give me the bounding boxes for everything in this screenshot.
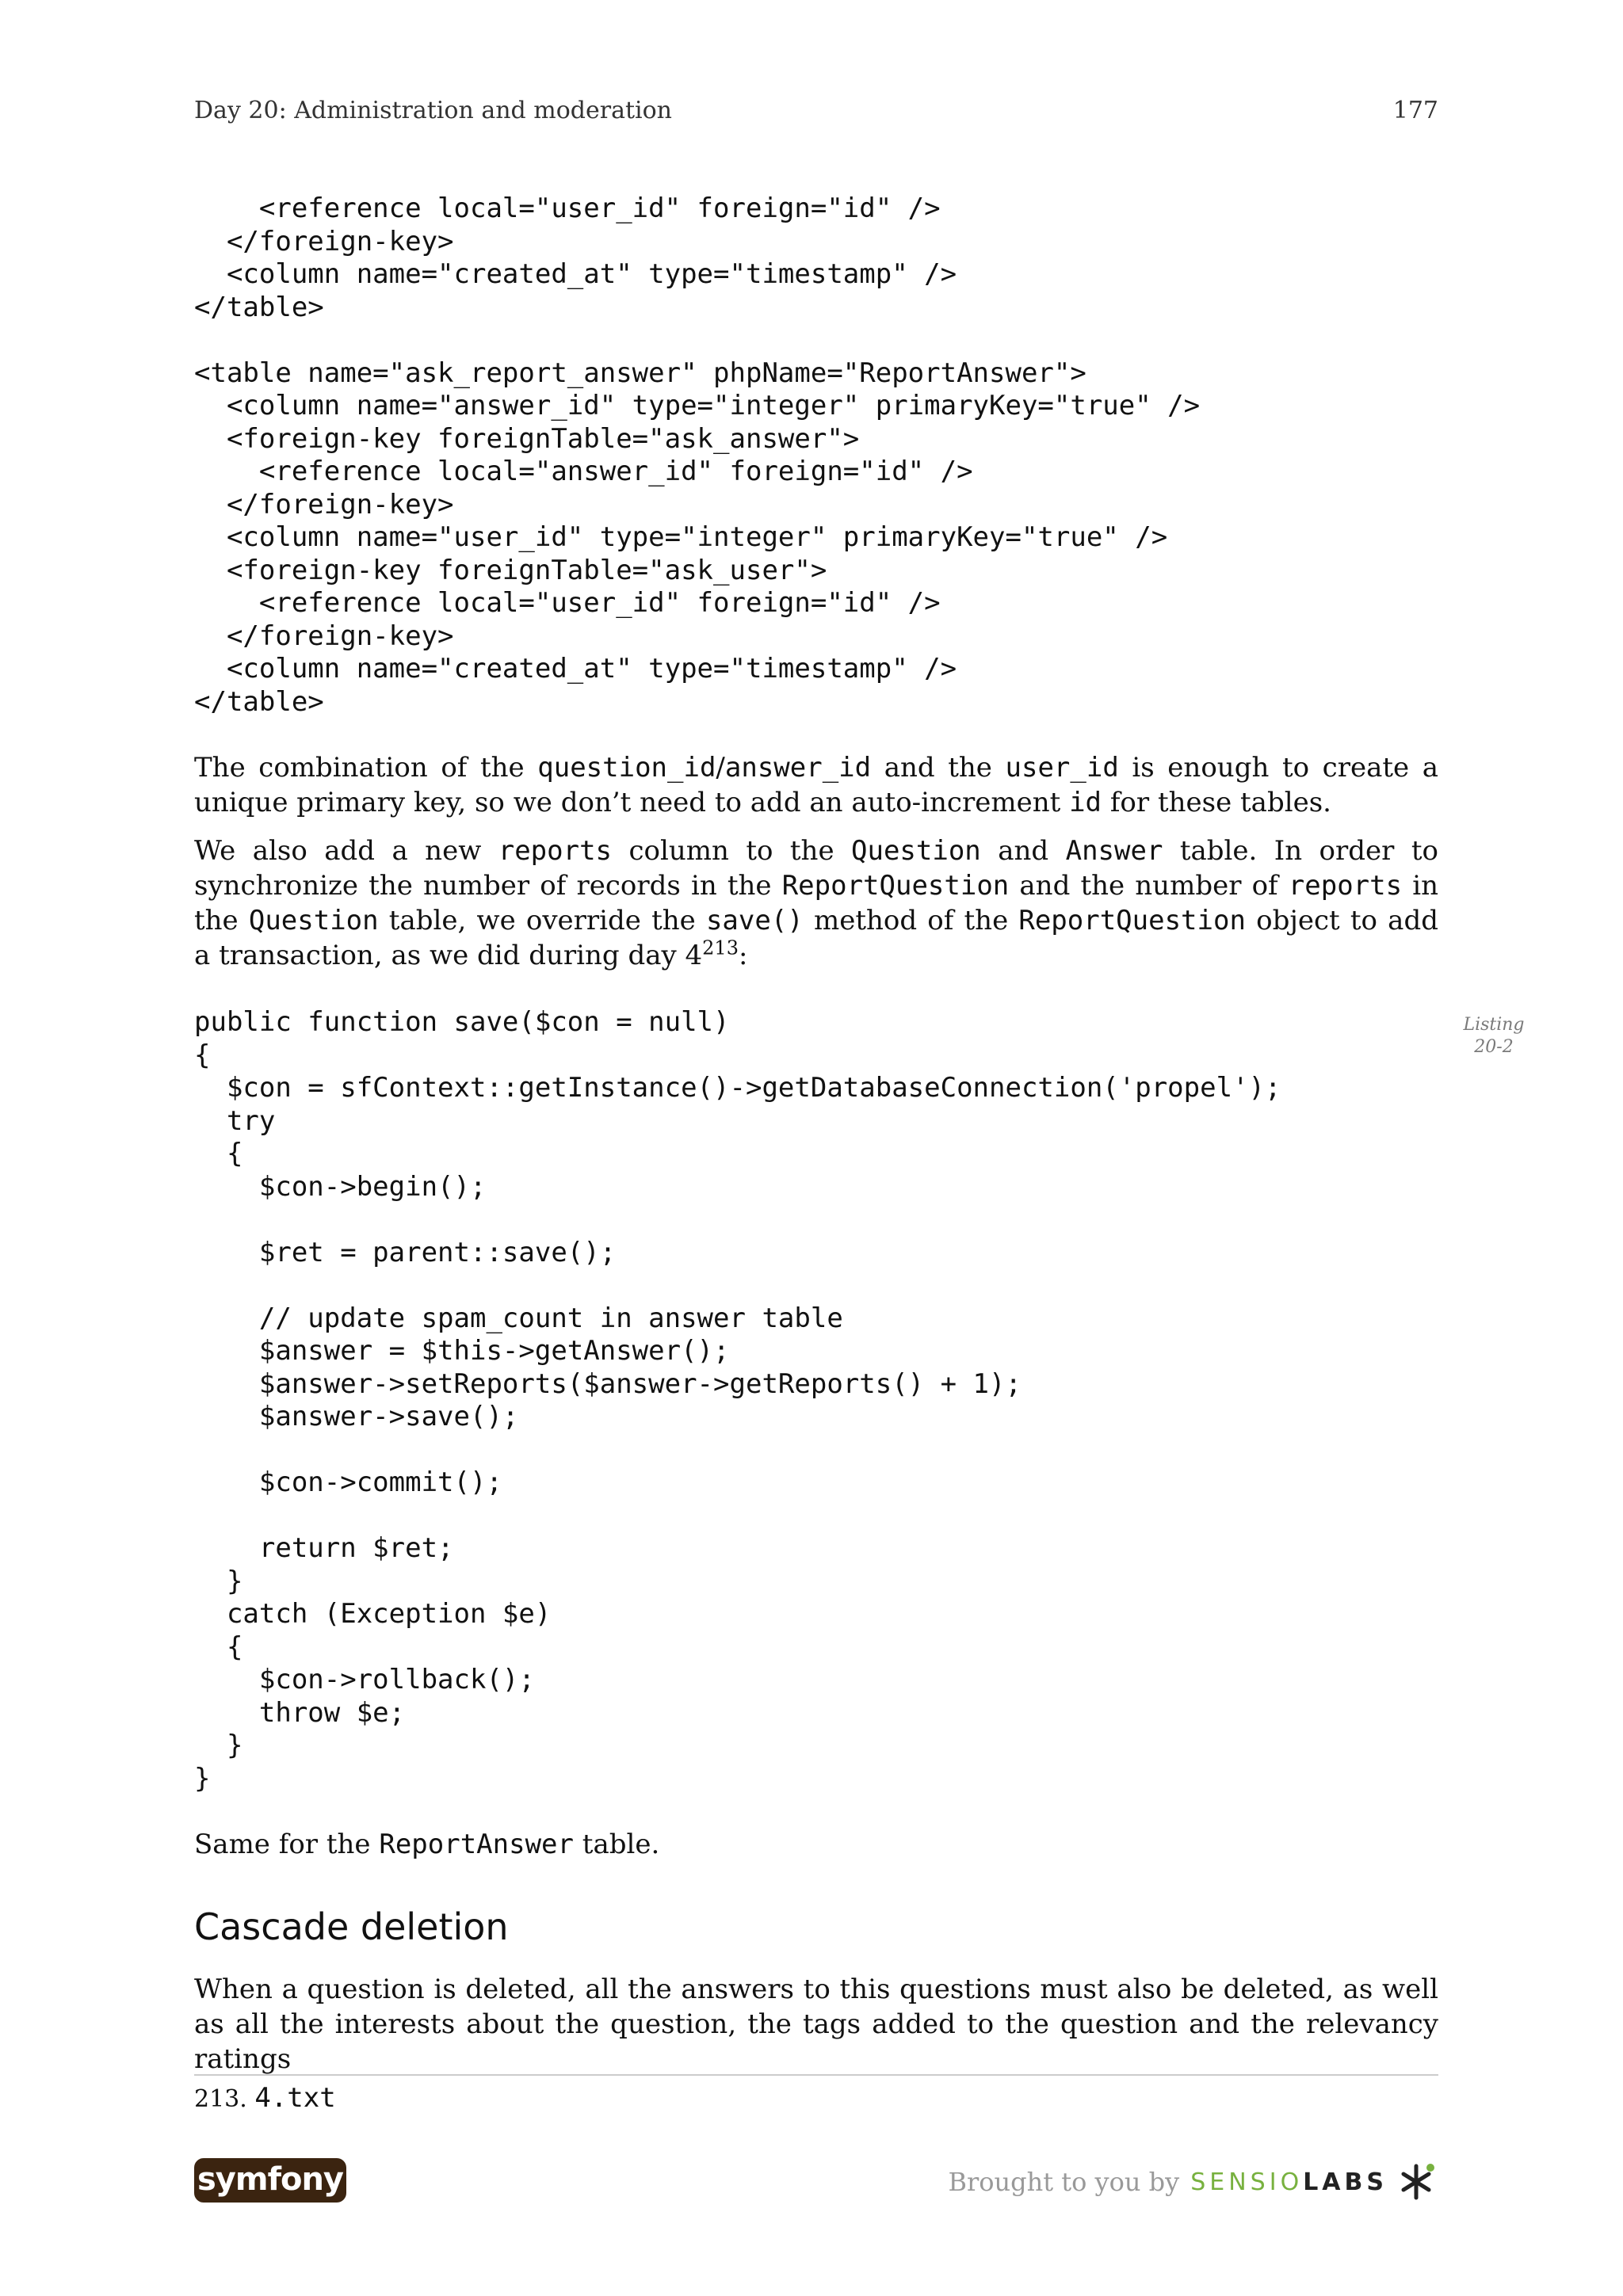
sponsor-credit: [948, 2158, 1438, 2206]
code-listing-schema: <reference local="user_id" foreign="id" /> </foreign-key> <column name="created_at" type="timestamp" /> </table> <table name="ask_report_answer" phpName="ReportAnswer"> <column name="answer_id" type="integer" primaryKey="true" /> <foreign-key foreignTable="ask_answer"> <reference local="answer_id" foreign="id" /> </foreign-key> <column name="user_id" type="integer" primaryKey="true" /> <foreign-key foreignTable="ask_user"> <reference local="user_id" foreign="id" /> </foreign-key> <column name="created_at" type="timestamp" /> </table>: [194, 193, 1201, 718]
sensiolabs-mark-icon: [1394, 2160, 1438, 2204]
brought-to-you-text: Brought to you by: [948, 2167, 1180, 2197]
paragraph-cascade-deletion: When a question is deleted, all the answers to this questions must also be deleted, as well as all the interests about the question, the tags added to the question and the relevancy ratings: [194, 1974, 1438, 2075]
footnote-divider: [194, 2074, 1438, 2076]
symfony-logo: symfony: [194, 2158, 346, 2203]
listing-number: 20-2: [1474, 1037, 1514, 1057]
paragraph-reports-column: We also add a new reports column to the Question and Answer table. In order to synchronize the number of records in the ReportQuestion and the number of reports in the Question table, we override the save() method of the ReportQuestion object to add a transaction, as we did during day $4^{213}$:: [194, 835, 1438, 971]
chapter-title: Day 20: Administration and moderation: [194, 97, 672, 124]
section-heading: Cascade deletion: [194, 1905, 509, 1948]
running-header: [194, 97, 1438, 124]
page-number: 177: [1392, 97, 1438, 124]
paragraph-report-answer: Same for the ReportAnswer table.: [194, 1829, 660, 1860]
paragraph-primary-key: The combination of the question_id/answer_id and the user_id is enough to create a unique primary key, so we don’t need to add an auto-increment id for these tables.: [194, 752, 1438, 818]
document-page: [194, 0, 1525, 2296]
footnote: [194, 2081, 336, 2117]
footnote-link[interactable]: 4.txt: [254, 2082, 336, 2114]
listing-label: [1446, 1014, 1541, 1058]
footnote-reference-link[interactable]: 213: [702, 936, 739, 959]
sensiolabs-logo: SENSIOLABS: [1190, 2168, 1388, 2196]
footnote-number: 213.: [194, 2085, 247, 2113]
code-listing-save-method: public function save($con = null) { $con = sfContext::getInstance()->getDatabaseConnection('propel'); try { $con->begin(); $ret = parent::save(); // update spam_count in answer table $answer = $this->getAnswer(); $answer->setReports($answer->getReports() + 1); $answer->save(); $con->commit(); return $ret; } catch (Exception $e) { $con->rollback(); throw $e; } }: [194, 1006, 1281, 1794]
listing-label-text: Listing: [1463, 1015, 1525, 1035]
